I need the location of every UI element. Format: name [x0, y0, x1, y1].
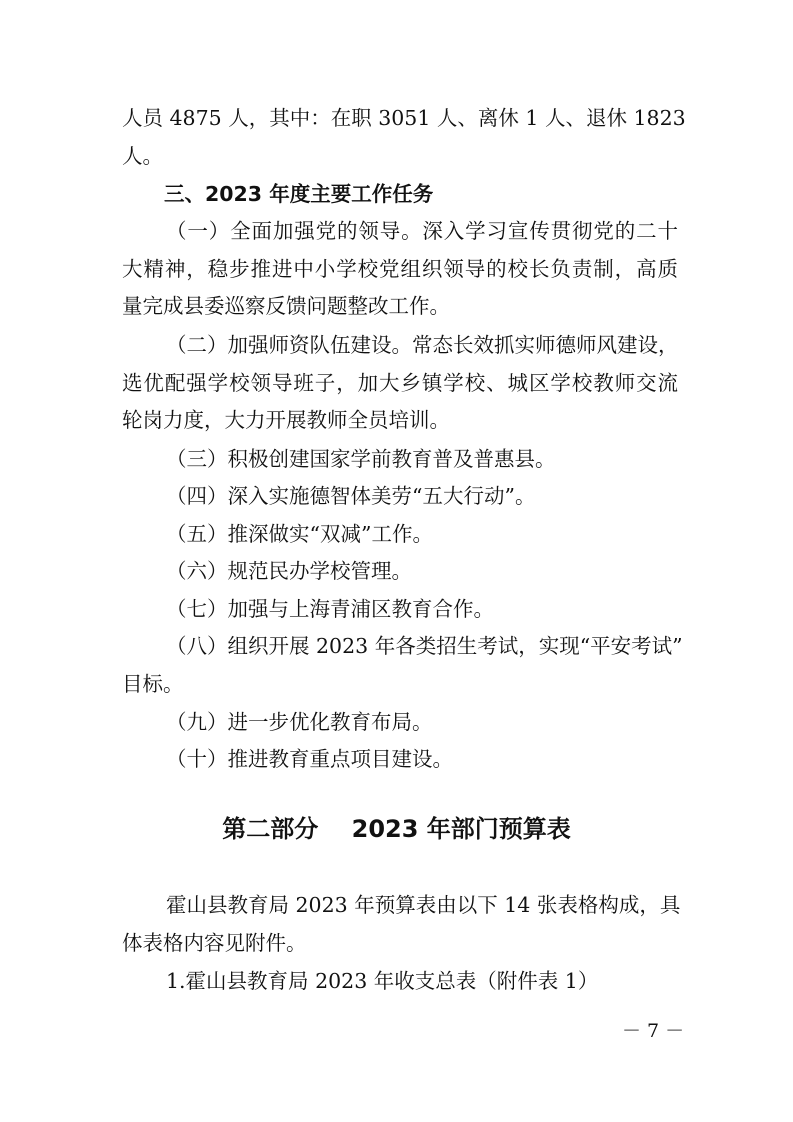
- task-line: （九）进一步优化教育布局。: [166, 710, 433, 734]
- intro-line: 霍山县教育局 2023 年预算表由以下 14 张表格构成，具: [166, 893, 681, 917]
- task-line: （八）组织开展 2023 年各类招生考试，实现“平安考试”: [166, 634, 683, 658]
- task-line: 大精神，稳步推进中小学校党组织领导的校长负责制，高质: [122, 257, 678, 281]
- task-line: （五）推深做实“双减”工作。: [166, 522, 433, 546]
- task-line: （四）深入实施德智体美劳“五大行动”。: [166, 484, 536, 508]
- task-line: （十）推进教育重点项目建设。: [166, 747, 453, 771]
- page-number: － 7 －: [622, 1020, 685, 1042]
- task-line: （六）规范民办学校管理。: [166, 559, 412, 583]
- intro-line: 体表格内容见附件。: [122, 931, 307, 955]
- task-line: （七）加强与上海青浦区教育合作。: [166, 597, 494, 621]
- section-heading: 三、2023 年度主要工作任务: [164, 182, 434, 206]
- task-line: 目标。: [122, 672, 184, 696]
- paragraph-line: 人员 4875 人，其中：在职 3051 人、离休 1 人、退休 1823: [122, 106, 686, 130]
- table-list-item: 1.霍山县教育局 2023 年收支总表（附件表 1）: [166, 969, 599, 993]
- task-line: 量完成县委巡察反馈问题整改工作。: [122, 294, 450, 318]
- task-line: （三）积极创建国家学前教育普及普惠县。: [166, 447, 556, 471]
- paragraph-line: 人。: [122, 144, 163, 168]
- task-line: 选优配强学校领导班子，加大乡镇学校、城区学校教师交流: [122, 371, 678, 395]
- task-line: （一）全面加强党的领导。深入学习宣传贯彻党的二十: [166, 219, 678, 243]
- task-line: 轮岗力度，大力开展教师全员培训。: [122, 408, 450, 432]
- part-title: 第二部分 2023 年部门预算表: [222, 815, 571, 843]
- task-line: （二）加强师资队伍建设。常态长效抓实师德师风建设，: [166, 333, 679, 357]
